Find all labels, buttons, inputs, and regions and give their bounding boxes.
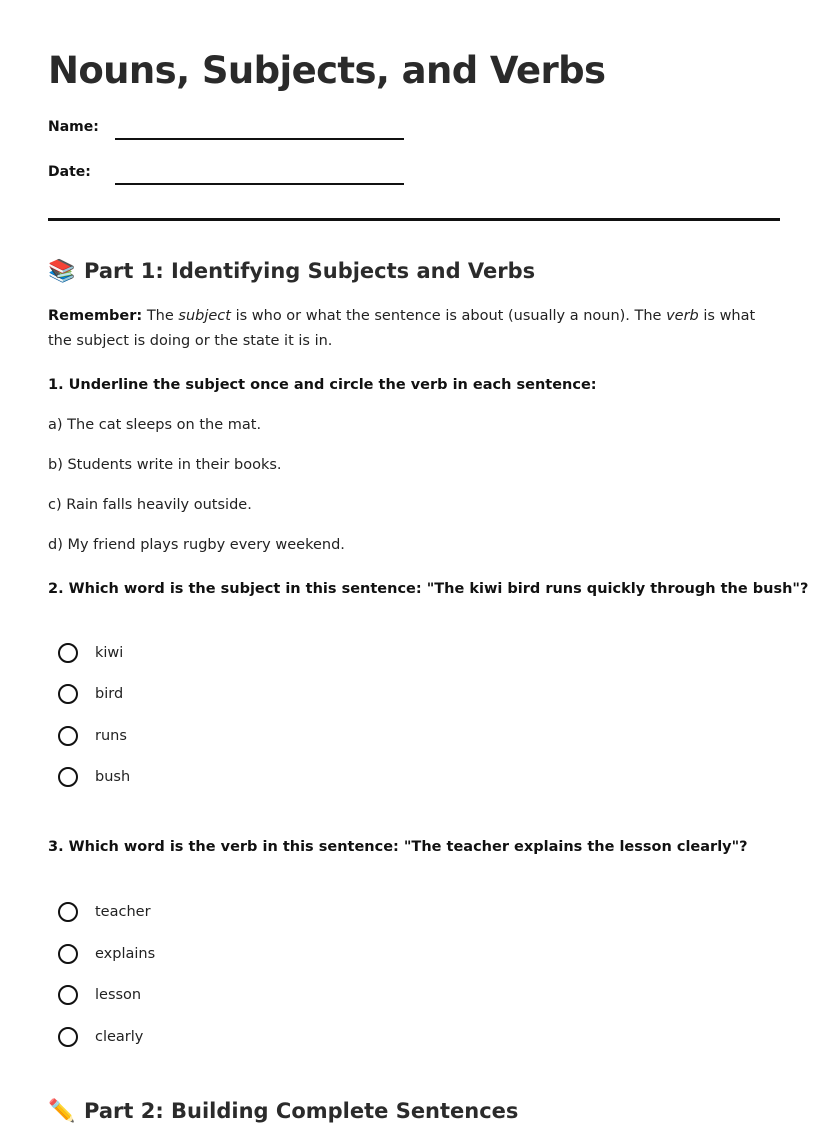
date-field-row: [48, 162, 408, 188]
radio-button[interactable]: [58, 944, 78, 964]
remember-text-3: is what the subject is doing or the state it is in.: [48, 308, 756, 349]
name-label: Name:: [48, 119, 99, 135]
option-label: bush: [95, 769, 131, 785]
name-field-row: [48, 117, 408, 143]
option-label: lesson: [95, 987, 142, 1003]
sentence-c: c) Rain falls heavily outside.: [48, 497, 252, 513]
radio-button[interactable]: [58, 726, 78, 746]
radio-button[interactable]: [58, 902, 78, 922]
radio-button[interactable]: [58, 767, 78, 787]
name-field[interactable]: [115, 138, 404, 140]
question-1-prompt: 1. Underline the subject once and circle the verb in each sentence:: [48, 377, 597, 393]
radio-button[interactable]: [58, 684, 78, 704]
header-divider: [48, 218, 780, 221]
option-label: clearly: [95, 1029, 144, 1045]
q3-option-teacher[interactable]: [58, 901, 358, 927]
q2-option-runs[interactable]: [58, 725, 358, 751]
page-title: Nouns, Subjects, and Verbs: [48, 49, 606, 92]
question-2-prompt: 2. Which word is the subject in this sentence: "The kiwi bird runs quickly through the bush"?: [48, 581, 809, 597]
option-label: explains: [95, 946, 156, 962]
remember-note: [48, 304, 780, 354]
date-field[interactable]: [115, 183, 404, 185]
q3-option-clearly[interactable]: [58, 1026, 358, 1052]
remember-subject-term: subject: [178, 308, 231, 324]
part1-heading-text: Part 1: Identifying Subjects and Verbs: [84, 259, 536, 283]
option-label: kiwi: [95, 645, 124, 661]
part1-heading: [48, 257, 535, 286]
q2-option-bush[interactable]: [58, 766, 358, 792]
radio-button[interactable]: [58, 985, 78, 1005]
option-label: runs: [95, 728, 127, 744]
question-3-prompt: 3. Which word is the verb in this sentence: "The teacher explains the lesson clearly"?: [48, 839, 748, 855]
q2-option-kiwi[interactable]: [58, 642, 358, 668]
radio-button[interactable]: [58, 1027, 78, 1047]
remember-text-2: is who or what the sentence is about (usually a noun). The: [230, 308, 667, 324]
remember-verb-term: verb: [666, 308, 699, 324]
pencil-icon: ✏️: [48, 1099, 76, 1124]
q2-option-bird[interactable]: [58, 683, 358, 709]
remember-text-1: The: [142, 308, 179, 324]
option-label: bird: [95, 686, 124, 702]
sentence-a: a) The cat sleeps on the mat.: [48, 417, 262, 433]
sentence-d: d) My friend plays rugby every weekend.: [48, 537, 345, 553]
radio-button[interactable]: [58, 643, 78, 663]
q3-option-explains[interactable]: [58, 943, 358, 969]
remember-label: Remember:: [48, 308, 143, 324]
date-label: Date:: [48, 164, 91, 180]
part2-heading: [48, 1097, 518, 1126]
q3-option-lesson[interactable]: [58, 984, 358, 1010]
option-label: teacher: [95, 904, 151, 920]
books-icon: 📚: [48, 259, 76, 284]
part2-heading-text: Part 2: Building Complete Sentences: [84, 1099, 519, 1123]
sentence-b: b) Students write in their books.: [48, 457, 282, 473]
